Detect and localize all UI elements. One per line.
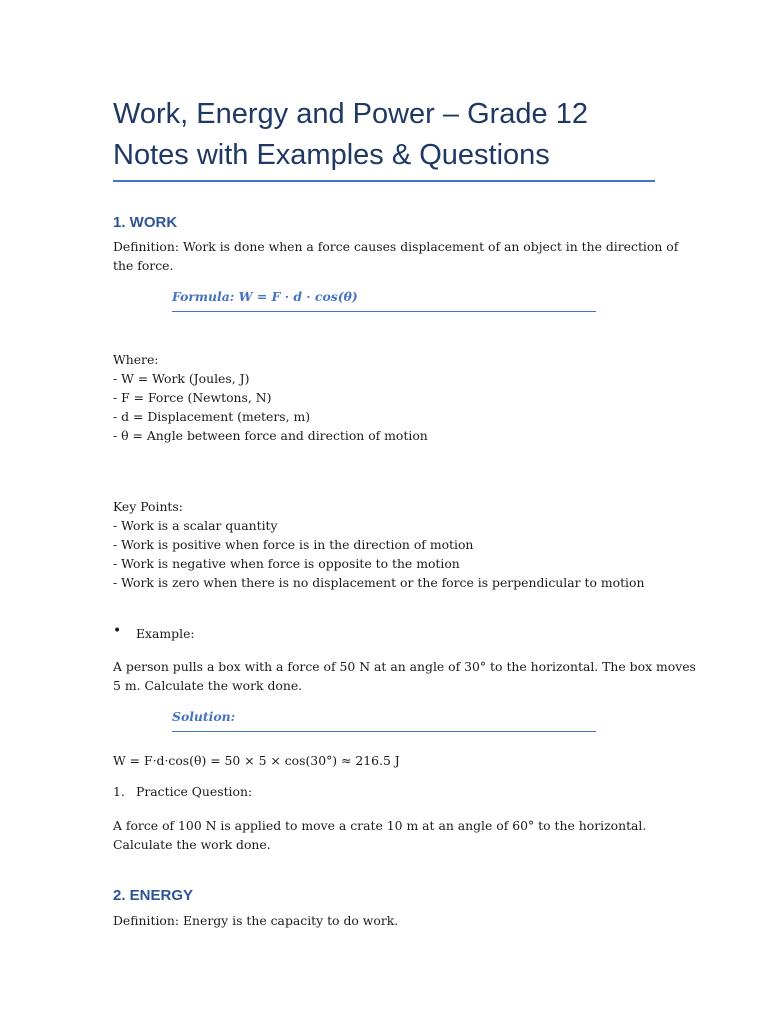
section-heading-energy: 2. ENERGY [113, 887, 194, 904]
practice-label: Practice Question: [136, 784, 253, 799]
formula-rule [172, 311, 596, 312]
work-definition: Definition: Work is done when a force causes displacement of an object in the direction of the force. [113, 239, 679, 273]
page-title [113, 94, 658, 176]
where-list: Where: - W = Work (Joules, J) - F = Force (Newtons, N) - d = Displacement (meters, m) - θ = Angle between force and direction of motion [113, 352, 428, 443]
example-text: A person pulls a box with a force of 50 N at an angle of 30° to the horizontal. The box moves 5 m. Calculate the work done. [113, 659, 696, 693]
example-label: Example: [136, 626, 195, 641]
energy-definition: Definition: Energy is the capacity to do work. [113, 913, 399, 928]
practice-text: A force of 100 N is applied to move a crate 10 m at an angle of 60° to the horizontal. Calculate the work done. [113, 818, 647, 852]
title-line-2: Notes with Examples & Questions [113, 139, 550, 171]
example-bullet: • [113, 623, 122, 639]
solution-text: W = F·d·cos(θ) = 50 × 5 × cos(30°) ≈ 216.5 J [113, 753, 400, 768]
key-points-list: Key Points: - Work is a scalar quantity - Work is positive when force is in the direction of motion - Work is negative when force is opposite to the motion - Work is zero when there is no displacement or the force is perpendicular to motion [113, 499, 645, 590]
formula-callout: Formula: W = F · d · cos(θ) [172, 289, 358, 304]
practice-number: 1. [113, 784, 125, 799]
section-heading-work: 1. WORK [113, 214, 178, 231]
solution-callout: Solution: [172, 709, 236, 724]
title-line-1: Work, Energy and Power – Grade 12 [113, 98, 588, 130]
solution-rule [172, 731, 596, 732]
title-underline [113, 180, 655, 182]
